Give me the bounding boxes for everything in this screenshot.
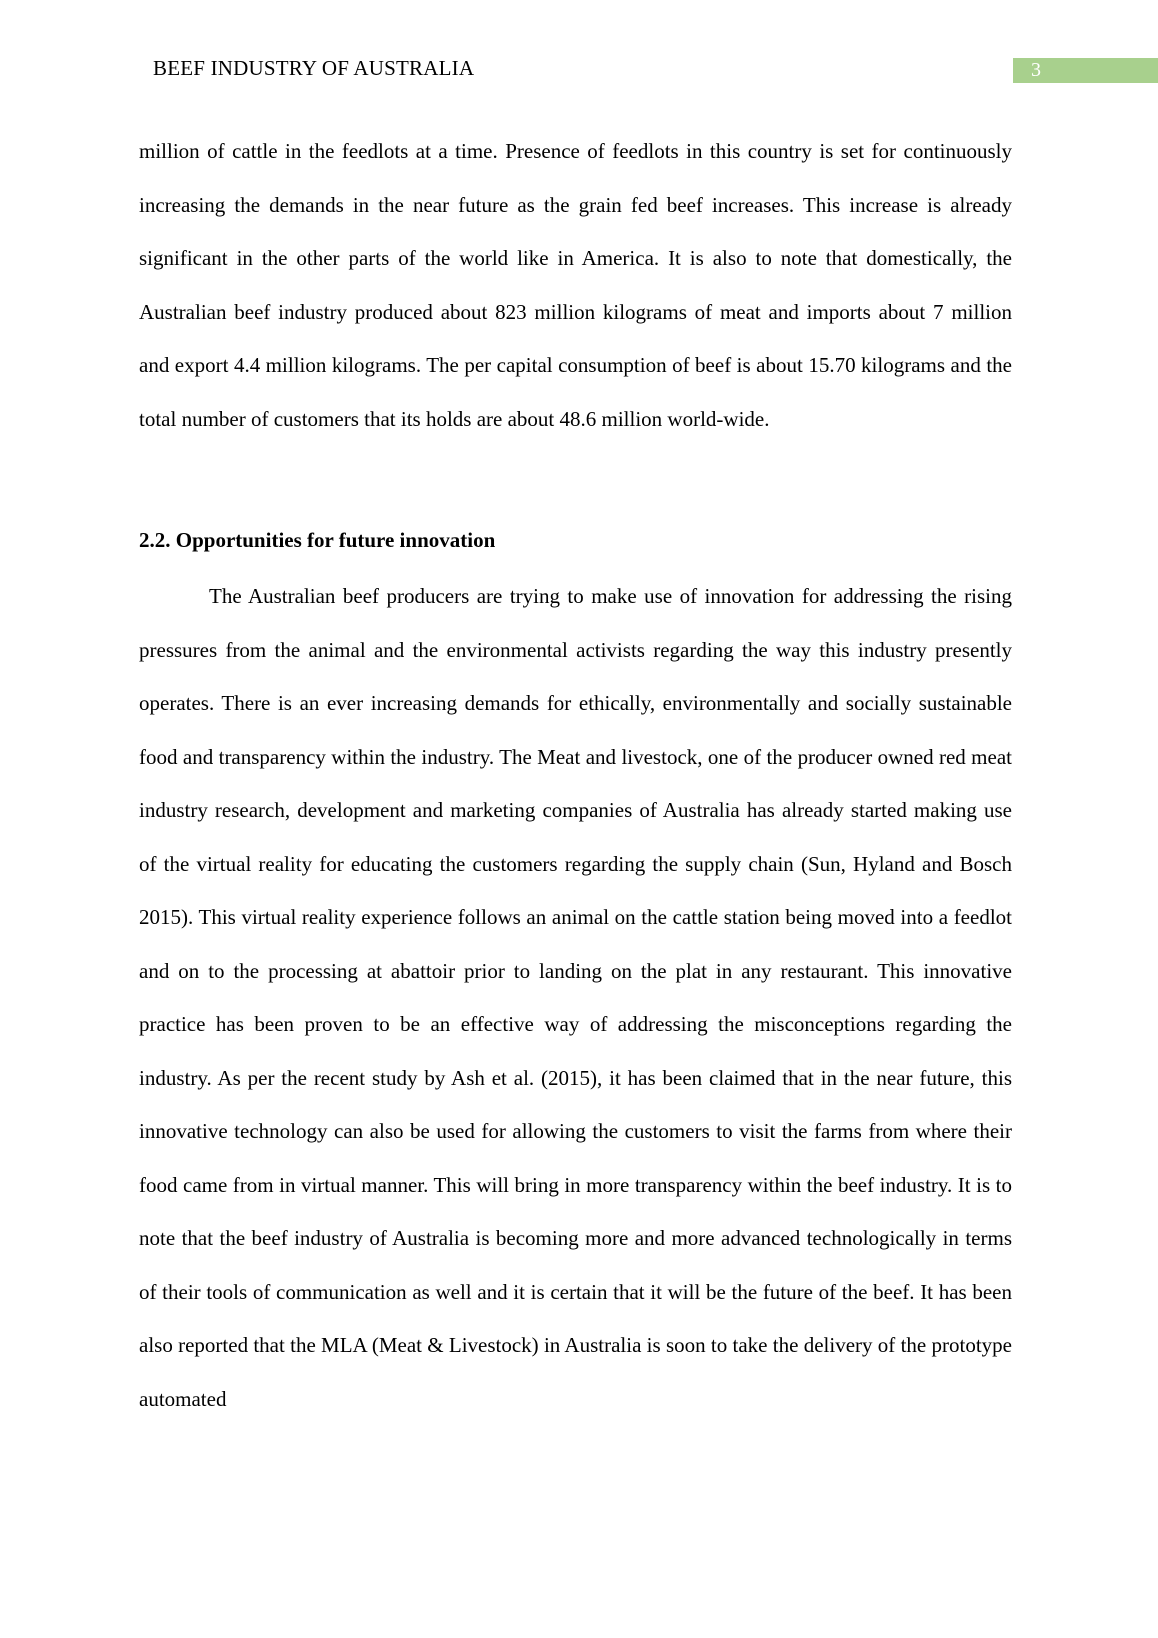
page-number-badge (1013, 58, 1158, 83)
page-number: 3 (1031, 59, 1041, 81)
section-heading: 2.2. Opportunities for future innovation (139, 528, 496, 552)
body-paragraph-innovation: The Australian beef producers are trying to make use of innovation for addressing the rising pressures from the animal and the environmental activists regarding the way this industry presently operates. There is an ever increasing demands for ethically, environmentally and socially sustainable food and transparency within the industry. The Meat and livestock, one of the producer owned red meat industry research, development and marketing companies of Australia has already started making use of the virtual reality for educating the customers regarding the supply chain (Sun, Hyland and Bosch 2015). This virtual reality experience follows an animal on the cattle station being moved into a feedlot and on to the processing at abattoir prior to landing on the plat in any restaurant. This innovative practice has been proven to be an effective way of addressing the misconceptions regarding the industry. As per the recent study by Ash et al. (2015), it has been claimed that in the near future, this innovative technology can also be used for allowing the customers to visit the farms from where their food came from in virtual manner. This will bring in more transparency within the beef industry. It is to note that the beef industry of Australia is becoming more and more advanced technologically in terms of their tools of communication as well and it is certain that it will be the future of the beef. It has been also reported that the MLA (Meat & Livestock) in Australia is soon to take the delivery of the prototype automated (139, 584, 1012, 1411)
running-header-title: BEEF INDUSTRY OF AUSTRALIA (153, 56, 475, 80)
continued-paragraph-block (139, 125, 1012, 446)
section-paragraph-block (139, 570, 1012, 1426)
body-paragraph-continued: million of cattle in the feedlots at a time. Presence of feedlots in this country is set for continuously increasing the demands in the near future as the grain fed beef increases. This increase is already significant in the other parts of the world like in America. It is also to note that domestically, the Australian beef industry produced about 823 million kilograms of meat and imports about 7 million and export 4.4 million kilograms. The per capital consumption of beef is about 15.70 kilograms and the total number of customers that its holds are about 48.6 million world-wide. (139, 139, 1012, 431)
